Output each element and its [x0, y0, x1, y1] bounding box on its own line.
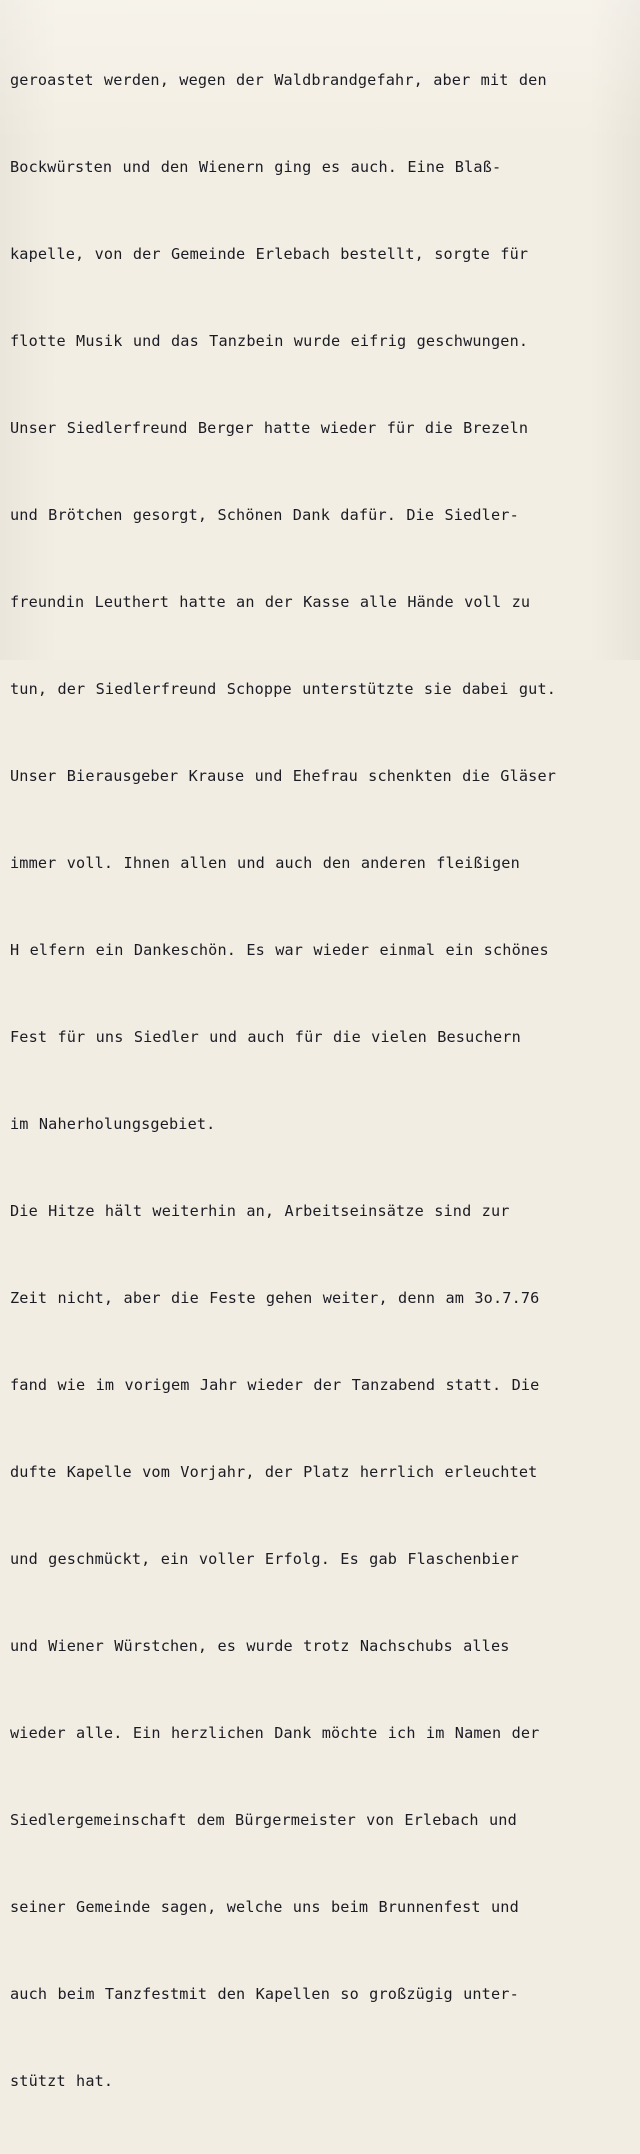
text-line: wieder alle. Ein herzlichen Dank möchte ich im Namen der — [10, 1724, 540, 1742]
text-line: Zeit nicht, aber die Feste gehen weiter, denn am 3o.7.76 — [10, 1289, 540, 1307]
text-line: dufte Kapelle vom Vorjahr, der Platz herrlich erleuchtet — [10, 1463, 538, 1481]
text-line: Unser Siedlerfreund Berger hatte wieder für die Brezeln — [10, 419, 529, 437]
text-line: freundin Leuthert hatte an der Kasse alle Hände voll zu — [10, 593, 531, 611]
text-line: und Brötchen gesorgt, Schönen Dank dafür. Die Siedler- — [10, 506, 519, 524]
text-line: H elfern ein Dankeschön. Es war wieder einmal ein schönes — [10, 941, 549, 959]
text-line: im Naherholungsgebiet. — [10, 1115, 216, 1133]
text-line: stützt hat. — [10, 2072, 114, 2090]
text-line: fand wie im vorigem Jahr wieder der Tanzabend statt. Die — [10, 1376, 540, 1394]
text-line: Fest für uns Siedler und auch für die vielen Besuchern — [10, 1028, 521, 1046]
text-line: seiner Gemeinde sagen, welche uns beim Brunnenfest und — [10, 1898, 519, 1916]
typed-text-body — [10, 8, 626, 2154]
text-line: tun, der Siedlerfreund Schoppe unterstützte sie dabei gut. — [10, 680, 557, 698]
text-line: flotte Musik und das Tanzbein wurde eifrig geschwungen. — [10, 332, 529, 350]
text-line: Unser Bierausgeber Krause und Ehefrau schenkten die Gläser — [10, 767, 557, 785]
text-line: Die Hitze hält weiterhin an, Arbeitseinsätze sind zur — [10, 1202, 510, 1220]
text-line: kapelle, von der Gemeinde Erlebach bestellt, sorgte für — [10, 245, 529, 263]
text-line: immer voll. Ihnen allen und auch den anderen fleißigen — [10, 854, 520, 872]
text-line: und Wiener Würstchen, es wurde trotz Nachschubs alles — [10, 1637, 510, 1655]
text-line: und geschmückt, ein voller Erfolg. Es gab Flaschenbier — [10, 1550, 519, 1568]
text-line: auch beim Tanzfestmit den Kapellen so großzügig unter- — [10, 1985, 519, 2003]
text-line: Siedlergemeinschaft dem Bürgermeister von Erlebach und — [10, 1811, 517, 1829]
text-line: geroastet werden, wegen der Waldbrandgefahr, aber mit den — [10, 71, 547, 89]
text-line: Bockwürsten und den Wienern ging es auch. Eine Blaß- — [10, 158, 502, 176]
